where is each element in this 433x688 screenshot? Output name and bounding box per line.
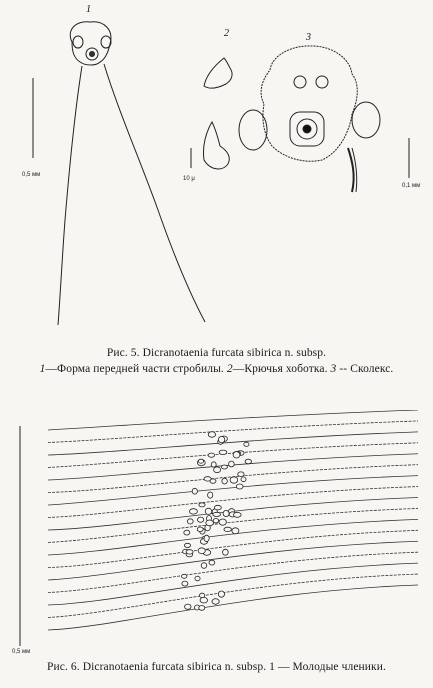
egg-mark: [241, 477, 246, 482]
egg-mark: [182, 574, 187, 578]
caption-part-3-number: 3: [330, 363, 337, 375]
segment-line: [48, 585, 418, 630]
egg-mark: [223, 510, 229, 516]
egg-mark: [200, 597, 207, 603]
egg-mark: [206, 520, 214, 526]
egg-mark: [245, 459, 251, 464]
segment-line: [48, 432, 418, 455]
egg-mark: [204, 535, 209, 541]
segment-line: [48, 541, 418, 580]
egg-mark: [230, 477, 238, 483]
egg-mark: [218, 591, 224, 597]
egg-mark: [212, 599, 219, 605]
egg-mark: [208, 492, 213, 498]
egg-mark: [199, 606, 205, 611]
egg-mark: [223, 549, 229, 555]
egg-mark: [185, 604, 191, 609]
egg-mark: [198, 548, 205, 554]
panel-label-3: 3: [306, 32, 311, 43]
egg-mark: [219, 519, 226, 525]
caption-part-2-number: 2: [226, 363, 233, 375]
scale-label-1: 0,5 мм: [22, 172, 41, 178]
egg-mark: [238, 472, 244, 477]
segment-line: [48, 552, 418, 592]
egg-mark: [200, 593, 205, 597]
egg-mark: [208, 432, 215, 438]
egg-mark: [198, 459, 203, 463]
panel-1-strobila-drawing: [58, 22, 205, 325]
young-segments-drawing: [48, 410, 418, 630]
egg-mark: [184, 543, 190, 547]
egg-mark: [208, 453, 214, 457]
egg-mark: [222, 478, 227, 484]
egg-mark: [199, 503, 205, 507]
segment-line: [48, 530, 418, 567]
egg-mark: [205, 508, 212, 514]
egg-mark: [192, 488, 197, 494]
egg-mark: [214, 505, 221, 510]
figure-5-caption-line-2: [0, 363, 433, 375]
egg-mark: [233, 452, 240, 458]
egg-mark: [221, 465, 227, 469]
egg-mark: [213, 518, 218, 523]
segment-line: [48, 563, 418, 605]
caption-part-1-text: —Форма передней части стробилы.: [45, 363, 227, 375]
egg-mark: [236, 484, 243, 489]
panel-3-scolex-drawing: [239, 46, 380, 192]
egg-mark: [198, 517, 204, 522]
segment-line: [48, 421, 418, 443]
egg-mark: [184, 530, 190, 535]
egg-mark: [234, 512, 242, 517]
egg-mark: [224, 527, 232, 531]
caption-part-3-text: -- Сколекс.: [336, 363, 394, 375]
panel-label-1: 1: [86, 4, 91, 15]
egg-mark: [218, 436, 224, 442]
scale-label-fig6: 0,5 мм: [12, 649, 31, 655]
egg-mark: [214, 467, 221, 473]
figure-5-caption-line-1: Рис. 5. Dicranotaenia furcata sibirica n. subsp.: [106, 347, 327, 359]
egg-mark: [187, 519, 193, 524]
egg-mark: [182, 581, 188, 586]
egg-mark: [189, 509, 197, 514]
segment-line: [48, 410, 418, 430]
egg-mark: [232, 528, 239, 534]
scale-label-2: 10 μ: [183, 176, 195, 182]
egg-mark: [219, 450, 227, 454]
panel-label-2: 2: [224, 28, 229, 39]
egg-mark: [195, 576, 200, 581]
figure-6-caption: Рис. 6. Dicranotaenia furcata sibirica n. subsp. 1 — Молодые членики.: [47, 661, 386, 673]
egg-mark: [186, 550, 193, 554]
egg-mark: [210, 479, 216, 483]
egg-mark: [201, 563, 207, 569]
egg-mark: [244, 442, 249, 446]
caption-part-1-number: 1: [39, 363, 46, 375]
figure-6-illustration: [0, 410, 433, 655]
egg-mark: [229, 461, 235, 467]
egg-mark: [209, 560, 215, 565]
scale-label-3: 0,1 мм: [402, 183, 421, 189]
panel-2-hooks-drawing: [203, 58, 232, 169]
caption-part-2-text: —Крючья хоботка.: [232, 363, 331, 375]
egg-mark: [213, 512, 221, 516]
egg-mark: [197, 527, 203, 532]
egg-mark: [211, 462, 216, 467]
